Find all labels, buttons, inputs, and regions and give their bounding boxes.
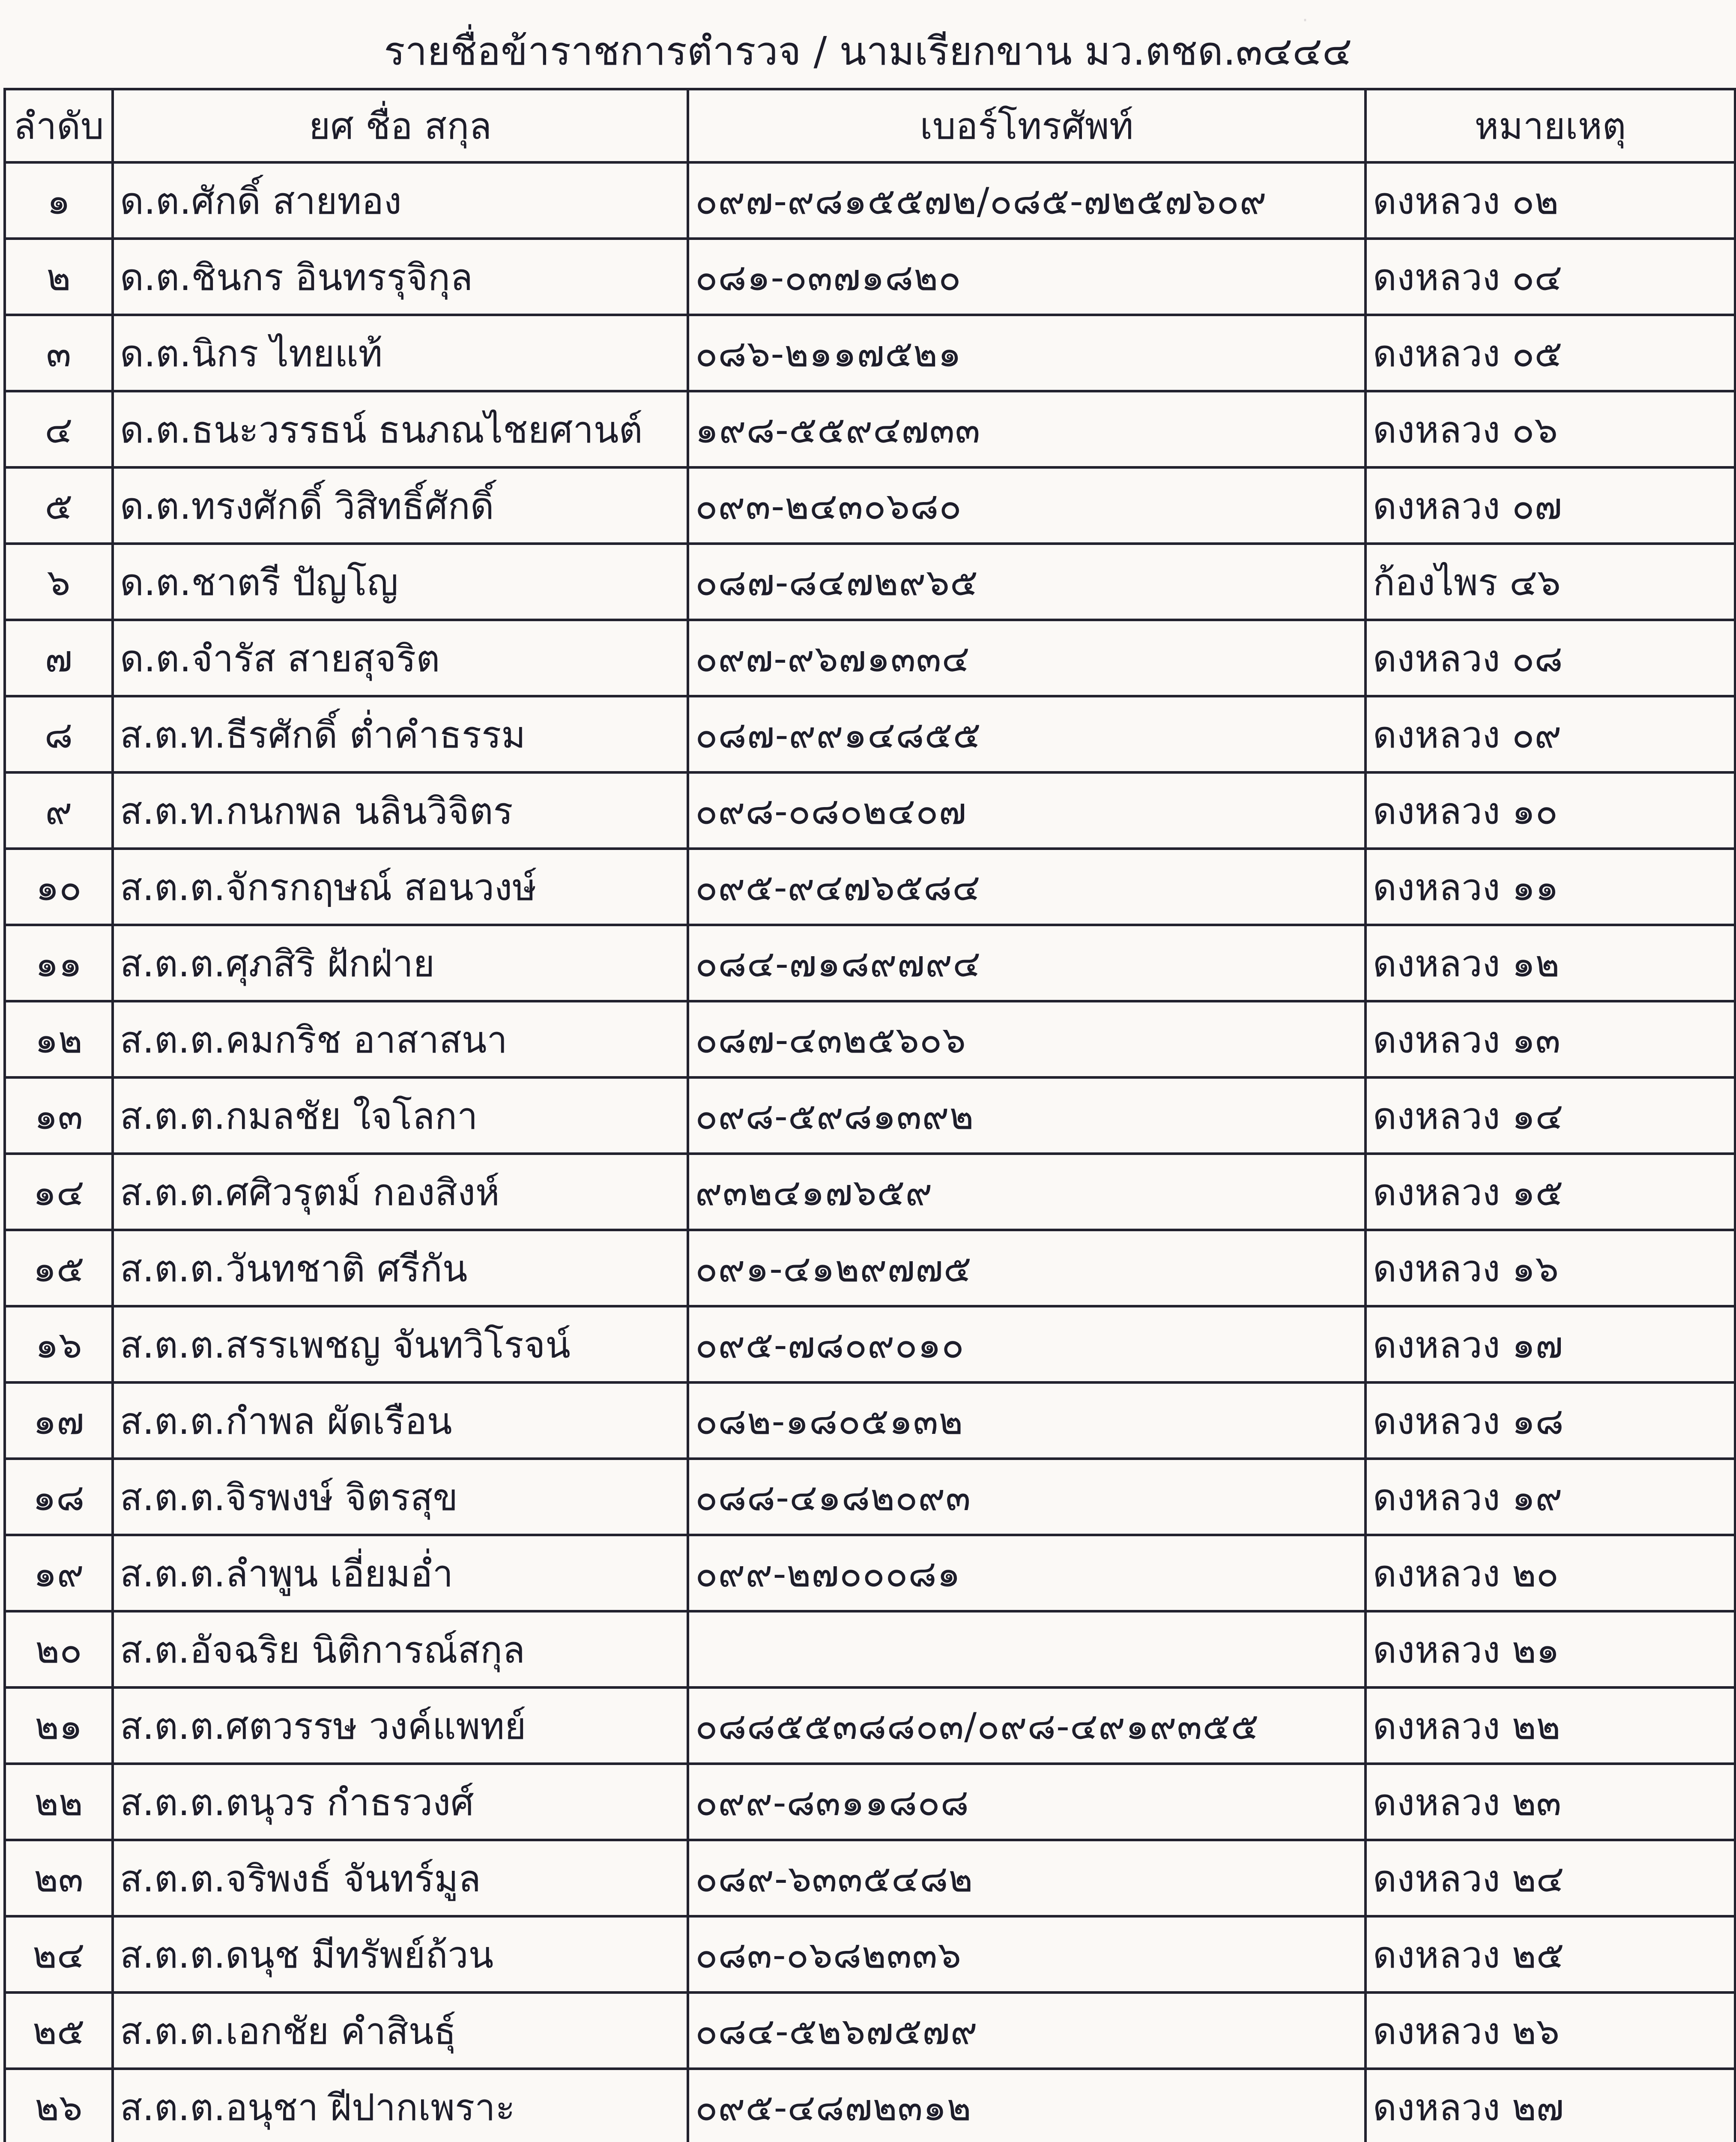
table-row	[5, 391, 1735, 467]
phone-number: ๐๘๘-๔๑๘๒๐๙๓	[688, 1459, 1365, 1535]
call-sign-note: ดงหลวง ๑๒	[1365, 925, 1735, 1001]
call-sign-note: ดงหลวง ๐๒	[1365, 162, 1735, 239]
phone-number: ๐๘๗-๔๓๒๕๖๐๖	[688, 1001, 1365, 1077]
officer-name: ด.ต.ชาตรี ปัญโญ	[113, 544, 688, 620]
table-row	[5, 1382, 1735, 1459]
table-row	[5, 467, 1735, 544]
officer-name: ส.ต.ต.ตนุวร กำธรวงศ์	[113, 1764, 688, 1840]
row-number: ๑๙	[5, 1535, 113, 1611]
table-row	[5, 239, 1735, 315]
phone-number: ๐๙๗-๙๖๗๑๓๓๔	[688, 620, 1365, 696]
row-number: ๒๖	[5, 2069, 113, 2142]
call-sign-note: ดงหลวง ๑๗	[1365, 1306, 1735, 1382]
table-row	[5, 1001, 1735, 1077]
phone-number: ๐๙๑-๔๑๒๙๗๗๕	[688, 1230, 1365, 1306]
phone-number: ๐๙๙-๒๗๐๐๐๘๑	[688, 1535, 1365, 1611]
phone-number: ๐๙๓-๒๔๓๐๖๘๐	[688, 467, 1365, 544]
row-number: ๓	[5, 315, 113, 391]
table-row	[5, 620, 1735, 696]
row-number: ๒๓	[5, 1840, 113, 1916]
row-number: ๕	[5, 467, 113, 544]
phone-number: ๙๓๒๔๑๗๖๕๙	[688, 1154, 1365, 1230]
officer-name: ส.ต.ต.ลำพูน เอี่ยมอ่ำ	[113, 1535, 688, 1611]
phone-number: ๐๘๓-๐๖๘๒๓๓๖	[688, 1916, 1365, 1992]
call-sign-note: ดงหลวง ๑๘	[1365, 1382, 1735, 1459]
call-sign-note: ดงหลวง ๒๕	[1365, 1916, 1735, 1992]
call-sign-note: ดงหลวง ๐๗	[1365, 467, 1735, 544]
officer-name: ด.ต.ทรงศักดิ์ วิสิทธิ์ศักดิ์	[113, 467, 688, 544]
officer-name: ส.ต.ต.ศตวรรษ วงค์แพทย์	[113, 1687, 688, 1764]
officer-name: ส.ต.อัจฉริย นิติการณ์สกุล	[113, 1611, 688, 1687]
call-sign-note: ดงหลวง ๑๖	[1365, 1230, 1735, 1306]
row-number: ๒๐	[5, 1611, 113, 1687]
table-row	[5, 1687, 1735, 1764]
table-row	[5, 315, 1735, 391]
officer-name: ส.ต.ต.ศุภสิริ ฝักฝ่าย	[113, 925, 688, 1001]
roster-table	[3, 88, 1736, 2142]
officer-name: ส.ต.ต.อนุชา ฝีปากเพราะ	[113, 2069, 688, 2142]
phone-number: ๐๙๘-๕๙๘๑๓๙๒	[688, 1077, 1365, 1154]
row-number: ๑๔	[5, 1154, 113, 1230]
row-number: ๙	[5, 772, 113, 849]
row-number: ๑๗	[5, 1382, 113, 1459]
officer-name: ส.ต.ท.ธีรศักดิ์ ต่ำคำธรรม	[113, 696, 688, 772]
table-row	[5, 925, 1735, 1001]
phone-number: ๐๘๘๕๕๓๘๘๐๓/๐๙๘-๔๙๑๙๓๕๕	[688, 1687, 1365, 1764]
bleed-through-mark: ·	[1302, 9, 1308, 31]
call-sign-note: ดงหลวง ๒๗	[1365, 2069, 1735, 2142]
call-sign-note: ดงหลวง ๒๖	[1365, 1992, 1735, 2069]
row-number: ๒๔	[5, 1916, 113, 1992]
phone-number: ๐๙๕-๗๘๐๙๐๑๐	[688, 1306, 1365, 1382]
table-row	[5, 2069, 1735, 2142]
officer-name: ส.ต.ต.คมกริช อาสาสนา	[113, 1001, 688, 1077]
call-sign-note: ดงหลวง ๑๙	[1365, 1459, 1735, 1535]
row-number: ๑๐	[5, 849, 113, 925]
phone-number: ๐๙๘-๐๘๐๒๔๐๗	[688, 772, 1365, 849]
table-row	[5, 1230, 1735, 1306]
call-sign-note: ก้องไพร ๔๖	[1365, 544, 1735, 620]
officer-name: ส.ต.ต.วันทชาติ ศรีกัน	[113, 1230, 688, 1306]
call-sign-note: ดงหลวง ๒๓	[1365, 1764, 1735, 1840]
officer-name: ส.ต.ต.กมลชัย ใจโลกา	[113, 1077, 688, 1154]
table-row	[5, 1611, 1735, 1687]
row-number: ๒	[5, 239, 113, 315]
row-number: ๑๒	[5, 1001, 113, 1077]
officer-name: ส.ต.ต.กำพล ผัดเรือน	[113, 1382, 688, 1459]
row-number: ๑๑	[5, 925, 113, 1001]
table-row	[5, 849, 1735, 925]
call-sign-note: ดงหลวง ๑๓	[1365, 1001, 1735, 1077]
table-row	[5, 1535, 1735, 1611]
table-row	[5, 1840, 1735, 1916]
phone-number	[688, 1611, 1365, 1687]
row-number: ๒๑	[5, 1687, 113, 1764]
table-row	[5, 1154, 1735, 1230]
call-sign-note: ดงหลวง ๒๒	[1365, 1687, 1735, 1764]
phone-number: ๐๙๗-๙๘๑๕๕๗๒/๐๘๕-๗๒๕๗๖๐๙	[688, 162, 1365, 239]
call-sign-note: ดงหลวง ๐๕	[1365, 315, 1735, 391]
row-number: ๑๘	[5, 1459, 113, 1535]
row-number: ๗	[5, 620, 113, 696]
row-number: ๑๕	[5, 1230, 113, 1306]
table-row	[5, 162, 1735, 239]
call-sign-note: ดงหลวง ๒๑	[1365, 1611, 1735, 1687]
table-row	[5, 1992, 1735, 2069]
officer-name: ส.ต.ต.จิรพงษ์ จิตรสุข	[113, 1459, 688, 1535]
phone-number: ๐๘๖-๒๑๑๗๕๒๑	[688, 315, 1365, 391]
row-number: ๘	[5, 696, 113, 772]
table-row	[5, 1077, 1735, 1154]
officer-name: ส.ต.ต.เอกชัย คำสินธุ์	[113, 1992, 688, 2069]
table-header-row	[5, 89, 1735, 162]
row-number: ๑๓	[5, 1077, 113, 1154]
officer-name: ส.ต.ต.จักรกฤษณ์ สอนวงษ์	[113, 849, 688, 925]
phone-number: ๐๙๕-๔๘๗๒๓๑๒	[688, 2069, 1365, 2142]
row-number: ๒๒	[5, 1764, 113, 1840]
call-sign-note: ดงหลวง ๒๔	[1365, 1840, 1735, 1916]
phone-number: ๐๘๙-๖๓๓๕๔๘๒	[688, 1840, 1365, 1916]
table-row	[5, 1306, 1735, 1382]
table-row	[5, 696, 1735, 772]
table-row	[5, 1916, 1735, 1992]
call-sign-note: ดงหลวง ๐๘	[1365, 620, 1735, 696]
call-sign-note: ดงหลวง ๐๔	[1365, 239, 1735, 315]
table-row	[5, 1764, 1735, 1840]
officer-name: ด.ต.ชินกร อินทรรุจิกุล	[113, 239, 688, 315]
call-sign-note: ดงหลวง ๑๕	[1365, 1154, 1735, 1230]
officer-name: ด.ต.ธนะวรรธน์ ธนภณไชยศานต์	[113, 391, 688, 467]
officer-name: ส.ต.ต.สรรเพชญ จันทวิโรจน์	[113, 1306, 688, 1382]
table-row	[5, 1459, 1735, 1535]
officer-name: ด.ต.จำรัส สายสุจริต	[113, 620, 688, 696]
header-name: ยศ ชื่อ สกุล	[113, 89, 688, 162]
row-number: ๒๕	[5, 1992, 113, 2069]
officer-name: ส.ต.ต.จริพงธ์ จันทร์มูล	[113, 1840, 688, 1916]
row-number: ๔	[5, 391, 113, 467]
phone-number: ๐๙๕-๙๔๗๖๕๘๔	[688, 849, 1365, 925]
table-row	[5, 544, 1735, 620]
document-title: รายชื่อข้าราชการตำรวจ / นามเรียกขาน มว.ตชด.๓๔๔๔	[384, 28, 1352, 74]
row-number: ๖	[5, 544, 113, 620]
officer-name: ส.ต.ท.กนกพล นลินวิจิตร	[113, 772, 688, 849]
call-sign-note: ดงหลวง ๑๑	[1365, 849, 1735, 925]
call-sign-note: ดงหลวง ๐๙	[1365, 696, 1735, 772]
officer-name: ด.ต.นิกร ไทยแท้	[113, 315, 688, 391]
row-number: ๑๖	[5, 1306, 113, 1382]
call-sign-note: ดงหลวง ๑๔	[1365, 1077, 1735, 1154]
header-phone: เบอร์โทรศัพท์	[688, 89, 1365, 162]
phone-number: ๐๙๙-๘๓๑๑๘๐๘	[688, 1764, 1365, 1840]
row-number: ๑	[5, 162, 113, 239]
call-sign-note: ดงหลวง ๑๐	[1365, 772, 1735, 849]
phone-number: ๐๘๔-๗๑๘๙๗๙๔	[688, 925, 1365, 1001]
phone-number: ๐๘๔-๕๒๖๗๕๗๙	[688, 1992, 1365, 2069]
phone-number: ๐๘๗-๙๙๑๔๘๕๕	[688, 696, 1365, 772]
header-note: หมายเหตุ	[1365, 89, 1735, 162]
phone-number: ๐๘๗-๘๔๗๒๙๖๕	[688, 544, 1365, 620]
phone-number: ๑๙๘-๕๕๙๔๗๓๓	[688, 391, 1365, 467]
phone-number: ๐๘๑-๐๓๗๑๘๒๐	[688, 239, 1365, 315]
table-row	[5, 772, 1735, 849]
call-sign-note: ดงหลวง ๒๐	[1365, 1535, 1735, 1611]
officer-name: ส.ต.ต.ดนุช มีทรัพย์ถ้วน	[113, 1916, 688, 1992]
header-no: ลำดับ	[5, 89, 113, 162]
officer-name: ส.ต.ต.ศศิวรุตม์ กองสิงห์	[113, 1154, 688, 1230]
officer-name: ด.ต.ศักดิ์ สายทอง	[113, 162, 688, 239]
call-sign-note: ดงหลวง ๐๖	[1365, 391, 1735, 467]
phone-number: ๐๘๒-๑๘๐๕๑๓๒	[688, 1382, 1365, 1459]
